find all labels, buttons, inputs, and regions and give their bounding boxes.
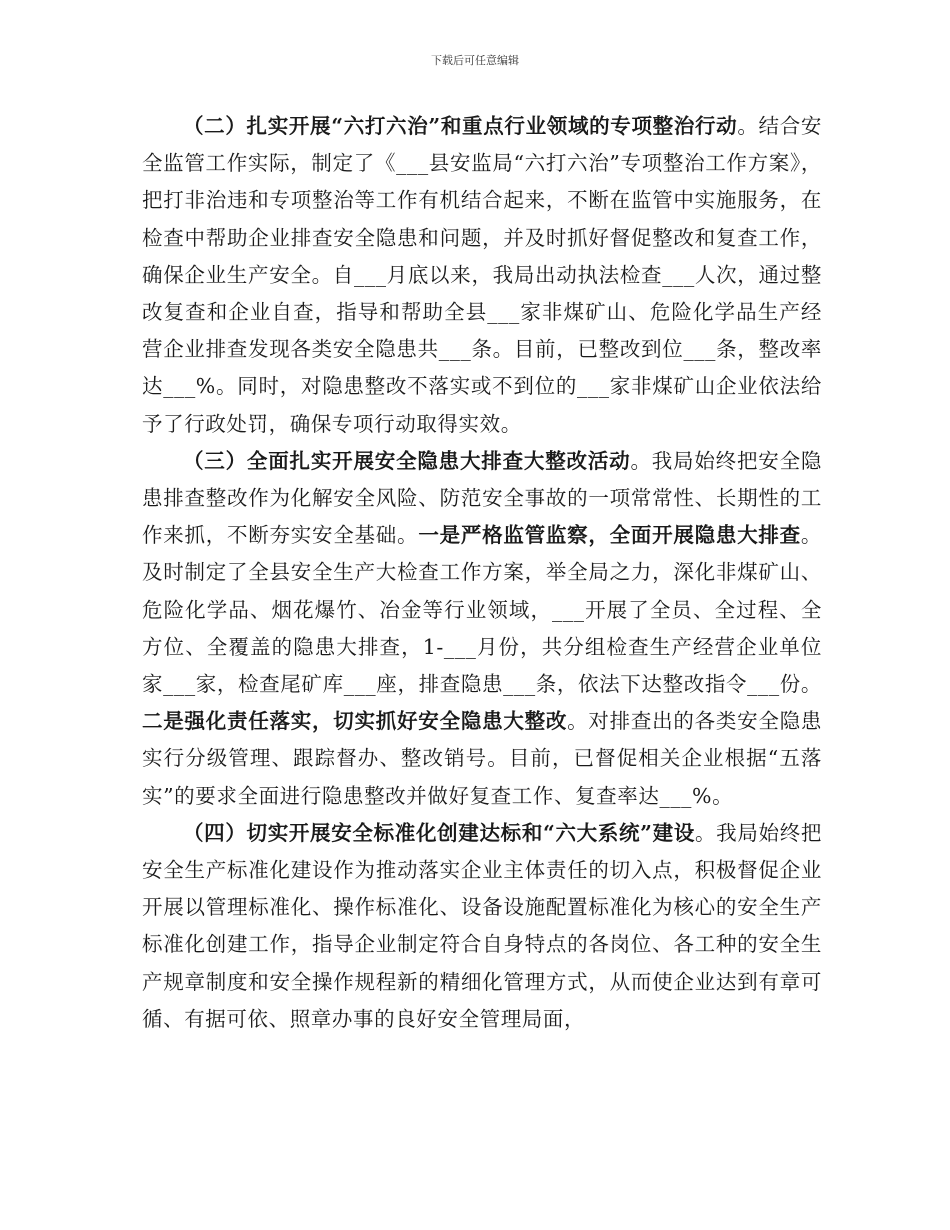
paragraph-hazard-inspection [142,443,822,815]
body-text: 。及时制定了全县安全生产大检查工作方案，举全局之力，深化非煤矿山、危险化学品、烟花爆竹、冶金等行业领域，___开展了全员、全过程、全方位、全覆盖的隐患大排查，1-___月份，共分组检查生产经营企业单位家___家，检查尾矿库___座，排查隐患___条，依法下达整改指令___份。 [142,523,822,697]
subheading-strict-supervision: 一是严格监管监察，全面开展隐患大排查 [418,523,801,548]
document-body [142,108,822,1038]
body-text: 。我局始终把安全生产标准化建设作为推动落实企业主体责任的切入点，积极督促企业开展以管理标准化、操作标准化、设备设施配置标准化为核心的安全生产标准化创建工作，指导企业制定符合自身特点的各岗位、各工种的安全生产规章制度和安全操作规程新的精细化管理方式，从而使企业达到有章可循、有据可依、照章办事的良好安全管理局面， [142,820,822,1031]
subheading-responsibility: 二是强化责任落实，切实抓好安全隐患大整改 [142,709,568,734]
body-text: 。我局始终把安全隐患排查整改作为化解安全风险、防范安全事故的一项常常性、长期性的工作来抓，不断夯实安全基础。 [142,448,822,548]
body-text: 。对排查出的各类安全隐患实行分级管理、跟踪督办、整改销号。目前，已督促相关企业根据“五落实”的要求全面进行隐患整改并做好复查工作、复查率达___%。 [142,709,822,808]
heading-special-rectification: （二）扎实开展“六打六治”和重点行业领域的专项整治行动 [183,114,738,138]
paragraph-special-rectification [142,108,822,443]
page-header: 下载后可任意编辑 [431,54,519,67]
paragraph-standardization [142,815,822,1038]
heading-hazard-inspection: （三）全面扎实开展安全隐患大排查大整改活动 [183,448,631,473]
body-text: 。结合安全监管工作实际，制定了《___县安监局“六打六治”专项整治工作方案》，把打非治违和专项整治等工作有机结合起来，不断在监管中实施服务，在检查中帮助企业排查安全隐患和问题，并及时抓好督促整改和复查工作，确保企业生产安全。自___月底以来，我局出动执法检查___人次，通过整改复查和企业自查，指导和帮助全县___家非煤矿山、危险化学品生产经营企业排查发现各类安全隐患共___条。目前，已整改到位___条，整改率达___%。同时，对隐患整改不落实或不到位的___家非煤矿山企业依法给予了行政处罚，确保专项行动取得实效。 [142,114,823,436]
heading-standardization: （四）切实开展安全标准化创建达标和“六大系统”建设 [183,820,695,845]
